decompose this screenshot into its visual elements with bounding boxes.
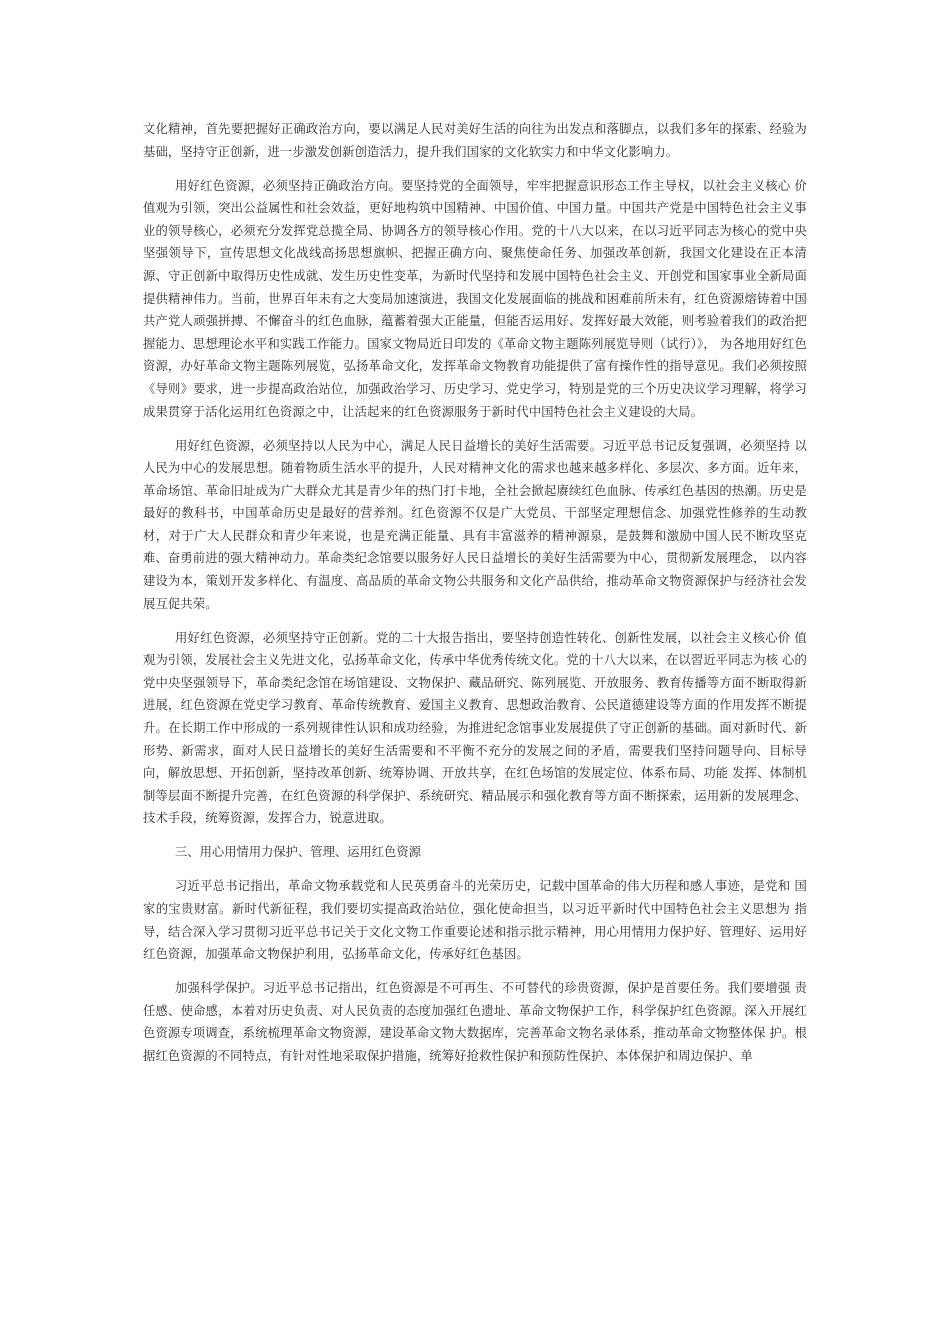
paragraph-1: 文化精神，首先要把握好正确政治方向，要以满足人民对美好生活的向往为出发点和落脚点，以我们多年的探索、经验为基础，坚持守正创新，进一步激发创新创造活力，提升我们国家的文化软实力和中华文化影响力。	[143, 122, 807, 159]
section-heading: 三、用心用情用力保护、管理、运用红色资源	[175, 845, 421, 860]
paragraph-5: 习近平总书记指出，革命文物承载党和人民英勇奋斗的光荣历史，记载中国革命的伟大历程和感人事迹，是党和 国家的宝贵财富。新时代新征程，我们要切实提高政治站位，强化使命担当，以习近平新时代中国特色社会主义思想为 指导，结合深入学习贯彻习近平总书记关于文化文物工作重要论述和指示批示精神，用心用情用力保护好、管理好、运用好红色资源，加强革命文物保护利用，弘扬革命文化，传承好红色基因。	[143, 879, 807, 962]
paragraph-6: 加强科学保护。习近平总书记指出，红色资源是不可再生、不可替代的珍贵资源，保护是首要任务。我们要增强 责任感、使命感，本着对历史负责、对人民负责的态度加强红色遗址、革命文物保护工作，科学保护红色资源。深入开展红色资源专项调查，系统梳理革命文物资源，建设革命文物大数据库，完善革命文物名录体系，推动革命文物整体保 护。根据红色资源的不同特点，有针对性地采取保护措施，统筹好抢救性保护和预防性保护、本体保护和周边保护、单	[143, 981, 807, 1063]
paragraph-3: 用好红色资源，必须坚持以人民为中心，满足人民日益增长的美好生活需要。习近平总书记反复强调，必须坚持 以人民为中心的发展思想。随着物质生活水平的提升，人民对精神文化的需求也越来越多样化、多层次、多方面。近年来，革命场馆、革命旧址成为广大群众尤其是青少年的热门打卡地，全社会掀起赓续红色血脉、传承红色基因的热潮。历史是最好的教科书，中国革命历史是最好的营养剂。红色资源不仅是广大党员、干部坚定理想信念、加强党性修养的生动教材，对于广大人民群众和青少年来说，也是充满正能量、具有丰富滋养的精神源泉，是鼓舞和激励中国人民不断攻坚克难、奋勇前进的强大精神动力。革命类纪念馆要以服务好人民日益增长的美好生活需要为中心，贯彻新发展理念， 以内容建设为本，策划开发多样化、有温度、高品质的革命文物公共服务和文化产品供给，推动革命文物资源保护与经济社会发展互促共荣。	[143, 438, 807, 611]
paragraph-2: 用好红色资源，必须坚持正确政治方向。要坚持党的全面领导，牢牢把握意识形态工作主导权，以社会主义核心 价值观为引领，突出公益属性和社会效益，更好地构筑中国精神、中国价值、中国力量。中国共产党是中国特色社会主义事业的领导核心，必须充分发挥党总揽全局、协调各方的领导核心作用。党的十八大以来，在以习近平同志为核心的党中央坚强领导下，宣传思想文化战线高扬思想旗帜、把握正确方向、聚焦使命任务、加强改革创新，我国文化建设在正本清源、守正创新中取得历史性成就、发生历史性变革，为新时代坚持和发展中国特色社会主义、开创党和国家事业全新局面提供精神伟力。当前，世界百年未有之大变局加速演进，我国文化发展面临的挑战和困难前所未有，红色资源熔铸着中国共产党人顽强拼搏、不懈奋斗的红色血脉，蕴蓄着强大正能量，但能否运用好、发挥好最大效能，则考验着我们的政治把握能力、思想理论水平和实践工作能力。国家文物局近日印发的《革命文物主题陈列展览导则（试行）》， 为各地用好红色资源，办好革命文物主题陈列展览，弘扬革命文化，发挥革命文物教育功能提供了富有操作性的指导意见。我们必须按照《导则》要求，进一步提高政治站位，加强政治学习、历史学习、党史学习，特别是党的三个历史决议学习理解，将学习成果贯穿于活化运用红色资源之中，让活起来的红色资源服务于新时代中国特色社会主义建设的大局。	[143, 178, 807, 419]
paragraph-4: 用好红色资源，必须坚持守正创新。党的二十大报告指出，要坚持创造性转化、创新性发展，以社会主义核心价 值观为引领，发展社会主义先进文化，弘扬革命文化，传承中华优秀传统文化。党的十八大以来，在以習近平同志为核 心的党中央坚强领导下，革命类纪念馆在场馆建设、文物保护、藏品研究、陈列展览、开放服务、教育传播等方面不断取得新进展，红色资源在党史学习教育、革命传统教育、爱国主义教育、思想政治教育、公民道德建设等方面的作用发挥不断提升。在长期工作中形成的一系列规律性认识和成功经验，为推进纪念馆事业发展提供了守正创新的基础。面对新时代、新形势、新需求，面对人民日益增长的美好生活需要和不平衡不充分的发展之间的矛盾，需要我们坚持问题导向、目标导向，解放思想、开拓创新，坚持改革创新、统筹协调、开放共享，在红色场馆的发展定位、体系布局、功能 发挥、体制机制等层面不断提升完善，在红色资源的科学保护、系统研究、精品展示和强化教育等方面不断探索，运用新的发展理念、技术手段，统筹资源，发挥合力，锐意进取。	[143, 630, 807, 826]
document-body	[143, 118, 807, 1068]
